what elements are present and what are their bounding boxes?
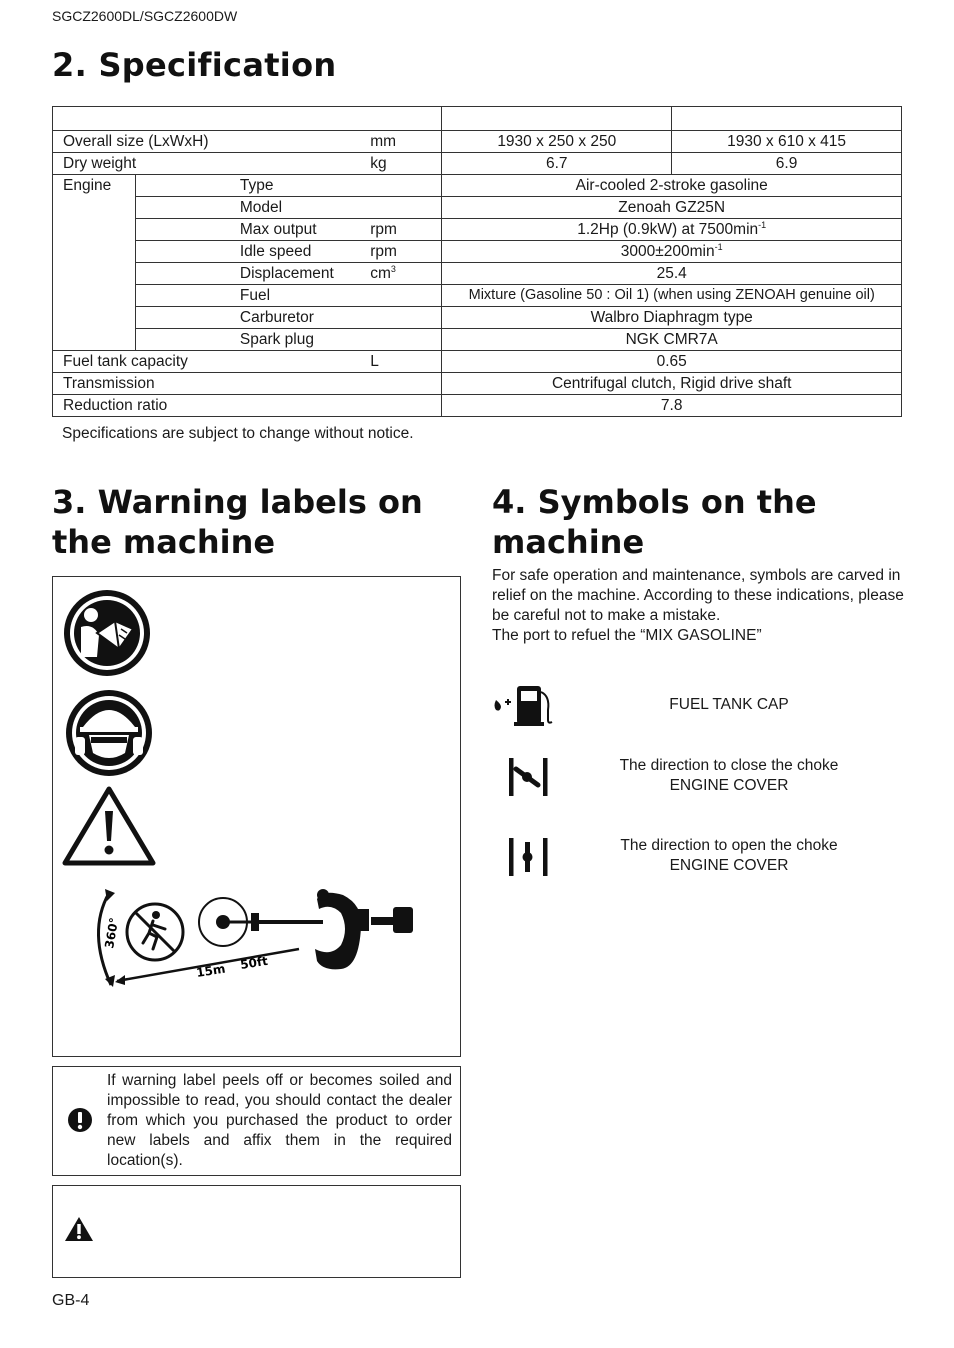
model-header: SGCZ2600DL/SGCZ2600DW: [52, 8, 238, 24]
symbols-intro: For safe operation and maintenance, symbols are carved in relief on the machine. According to these indications, please be careful not to make a mistake. The port to refuel the “MIX GASOLINE”: [492, 567, 904, 644]
spec-note: Specifications are subject to change without notice.: [62, 425, 414, 442]
spec-row-spark-plug: Spark plug NGK CMR7A: [53, 329, 902, 351]
read-manual-icon: [64, 590, 150, 676]
spec-heading: 2. Specification: [52, 46, 337, 84]
spec-row-fuel: Fuel Mixture (Gasoline 50 : Oil 1) (when using ZENOAH genuine oil): [53, 285, 902, 307]
choke-close-label: The direction to close the choke: [619, 757, 839, 774]
label-note-box: [52, 1066, 461, 1176]
warning-labels-art: [53, 577, 460, 1056]
fuel-tank-cap-row: [492, 682, 902, 732]
choke-open-row: [492, 835, 902, 885]
caution-box: [52, 1185, 461, 1278]
spec-row-idle-speed: Idle speed rpm $3000\pm 200\min^{-1}$: [53, 241, 902, 263]
label-note-text: If warning label peels off or becomes soiled and impossible to read, you should contact the dealer from which you purchased the product to order new labels and affix them in the required location(s).: [107, 1072, 452, 1169]
protective-gear-icon: [66, 690, 152, 776]
choke-close-location: ENGINE COVER: [669, 777, 789, 794]
choke-open-label: The direction to open the choke: [620, 837, 838, 854]
choke-close-row: [492, 755, 902, 805]
engine-label: Engine: [53, 175, 136, 351]
warning-heading: 3. Warning labels on the machine: [52, 483, 423, 561]
spec-row-carburetor: Carburetor Walbro Diaphragm type: [53, 307, 902, 329]
keep-distance-diagram: [98, 889, 413, 987]
spec-row-max-output: Max output rpm 1.2Hp (0.9kW) at $7500\min^{-1}$: [53, 219, 902, 241]
warning-triangle-icon: [64, 1216, 94, 1242]
spec-row-transmission: Transmission Centrifugal clutch, Rigid drive shaft: [53, 373, 902, 395]
spec-table: [52, 106, 902, 417]
symbols-heading: 4. Symbols on the machine: [492, 483, 817, 561]
fuel-tank-cap-label: FUEL TANK CAP: [669, 696, 789, 713]
spec-row-model: Model Zenoah GZ25N: [53, 197, 902, 219]
spec-row-fuel-tank: Fuel tank capacity L 0.65: [53, 351, 902, 373]
spec-row-displacement: Displacement $cm^3$ 25.4: [53, 263, 902, 285]
caution-triangle-icon: [65, 789, 153, 863]
choke-open-location: ENGINE COVER: [669, 857, 789, 874]
exclamation-icon: [67, 1107, 93, 1133]
choke-close-icon: [492, 755, 556, 803]
angle-label: 360°: [102, 916, 122, 950]
spec-header-row: [53, 107, 902, 131]
page-number: GB-4: [52, 1292, 90, 1309]
spec-row-reduction: Reduction ratio 7.8: [53, 395, 902, 417]
distance-m-label: 15m: [195, 961, 227, 980]
choke-open-icon: [492, 835, 556, 883]
spec-row-type: Engine Type Air-cooled 2-stroke gasoline: [53, 175, 902, 197]
spec-row-dry-weight: Dry weight kg 6.7 6.9: [53, 153, 902, 175]
fuel-pump-icon: [492, 682, 556, 730]
spec-row-overall-size: Overall size (LxWxH) mm 1930 x 250 x 250 1930 x 610 x 415: [53, 131, 902, 153]
distance-ft-label: 50ft: [239, 953, 269, 972]
warning-labels-box: [52, 576, 461, 1057]
